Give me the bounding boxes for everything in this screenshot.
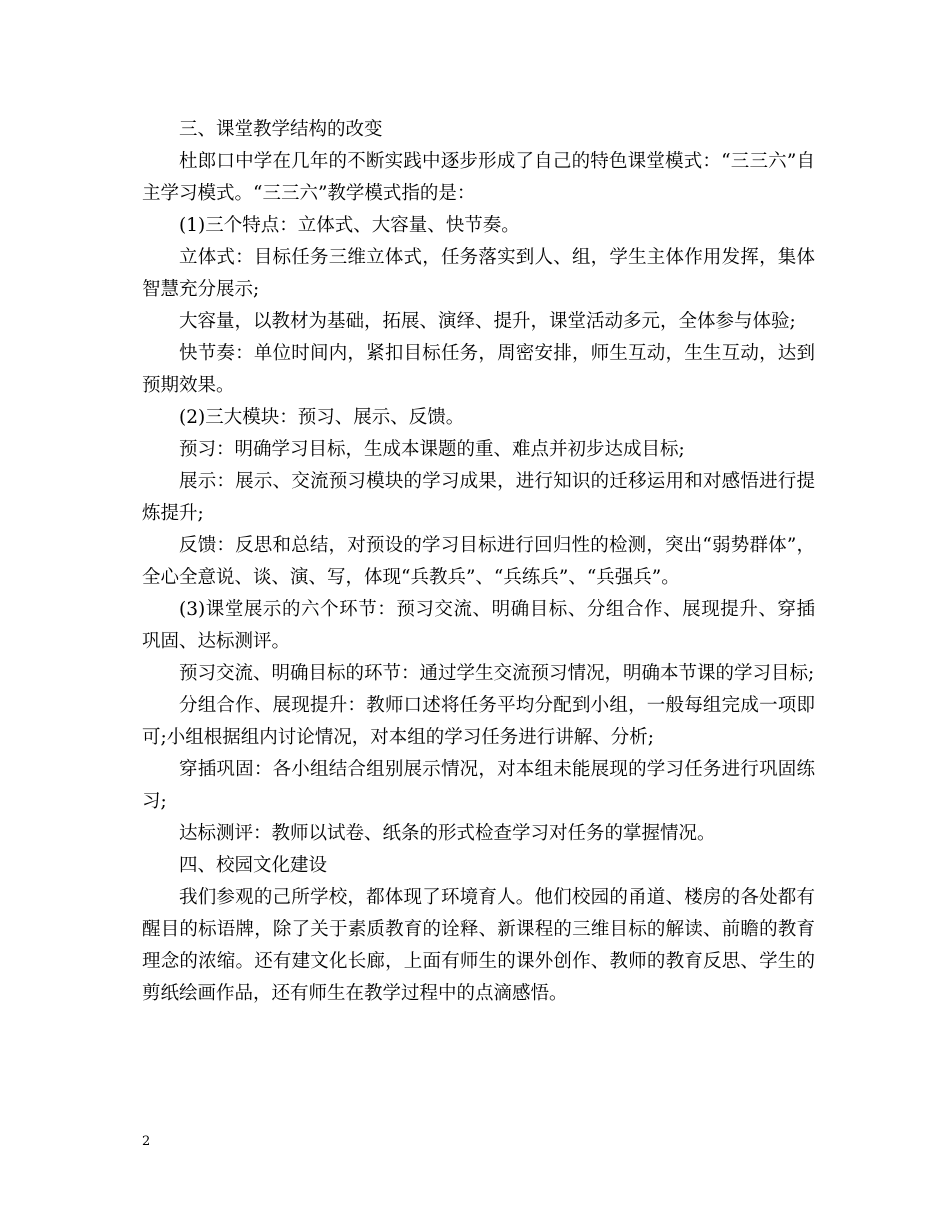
paragraph-three-modules: (2)三大模块：预习、展示、反馈。 <box>179 407 465 428</box>
paragraph-feature-capacity: 大容量，以教材为基础，拓展、演绎、提升，课堂活动多元，全体参与体验; <box>179 311 796 332</box>
paragraph-module-display: 展示：展示、交流预习模块的学习成果，进行知识的迁移运用和对感悟进行提炼提升; <box>142 471 815 524</box>
paragraph-module-feedback: 反馈：反思和总结，对预设的学习目标进行回归性的检测，突出“弱势群体”，全心全意说、谈、演、写，体现“兵教兵”、“兵练兵”、“兵强兵”。 <box>142 535 815 588</box>
document-body <box>142 114 815 1010</box>
section-heading-3: 三、课堂教学结构的改变 <box>179 119 383 140</box>
page-number: 2 <box>142 1134 151 1149</box>
paragraph-step-group-work: 分组合作、展现提升：教师口述将任务平均分配到小组，一般每组完成一项即可;小组根据组内讨论情况，对本组的学习任务进行讲解、分析; <box>142 695 815 748</box>
paragraph-step-preview-goals: 预习交流、明确目标的环节：通过学生交流预习情况，明确本节课的学习目标; <box>179 663 815 684</box>
paragraph-feature-pace: 快节奏：单位时间内，紧扣目标任务，周密安排，师生互动，生生互动，达到预期效果。 <box>142 343 815 396</box>
paragraph-feature-3d: 立体式：目标任务三维立体式，任务落实到人、组，学生主体作用发挥，集体智慧充分展示; <box>142 247 815 300</box>
paragraph-intro: 杜郎口中学在几年的不断实践中逐步形成了自己的特色课堂模式：“三三六”自主学习模式。“三三六”教学模式指的是： <box>142 151 815 204</box>
paragraph-module-preview: 预习：明确学习目标，生成本课题的重、难点并初步达成目标; <box>179 439 685 460</box>
paragraph-step-assessment: 达标测评：教师以试卷、纸条的形式检查学习对任务的掌握情况。 <box>179 823 716 844</box>
paragraph-campus-culture: 我们参观的己所学校，都体现了环境育人。他们校园的甬道、楼房的各处都有醒目的标语牌，除了关于素质教育的诠释、新课程的三维目标的解读、前瞻的教育理念的浓缩。还有建文化长廊，上面有师生的课外创作、教师的教育反思、学生的剪纸绘画作品，还有师生在教学过程中的点滴感悟。 <box>142 887 815 1004</box>
paragraph-six-steps: (3)课堂展示的六个环节：预习交流、明确目标、分组合作、展现提升、穿插巩固、达标测评。 <box>142 599 815 652</box>
paragraph-step-consolidate: 穿插巩固：各小组结合组别展示情况，对本组未能展现的学习任务进行巩固练习; <box>142 759 815 812</box>
paragraph-three-features: (1)三个特点：立体式、大容量、快节奏。 <box>179 215 520 236</box>
section-heading-4: 四、校园文化建设 <box>179 855 328 876</box>
